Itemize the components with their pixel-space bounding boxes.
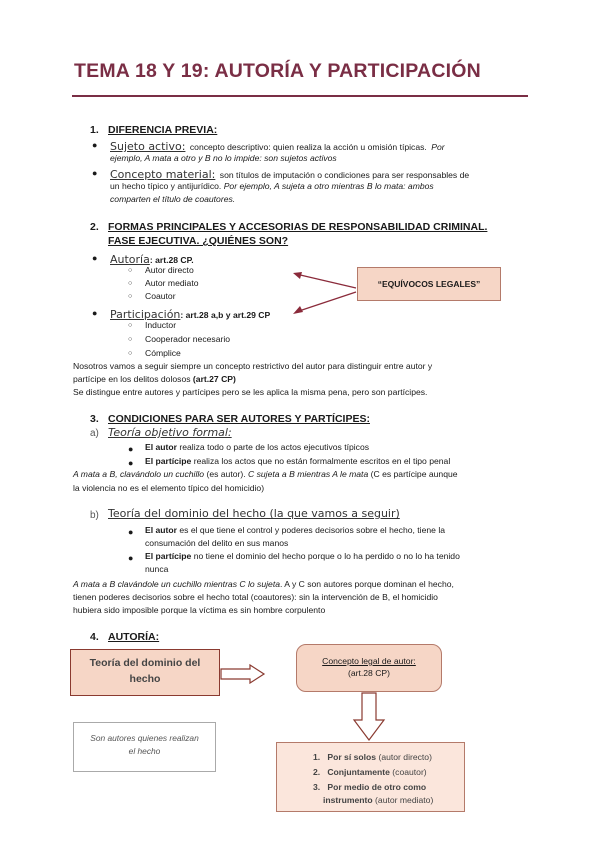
- autoria-item: Coautor: [145, 291, 176, 301]
- circle-bullet-icon: ○: [128, 350, 133, 357]
- section-3-number: 3.: [90, 413, 99, 425]
- circle-bullet-icon: ○: [128, 293, 133, 300]
- objetivo-formal-example: A mata a B, clavándolo un cuchillo (es autor). C sujeta a B mientras A le mata (C es partícipe aunque: [73, 469, 458, 479]
- concepto-legal-box: Concepto legal de autor: (art.28 CP): [296, 644, 442, 692]
- autor-type-item: 2. Conjuntamente (coautor): [313, 767, 427, 777]
- section-1-number: 1.: [90, 124, 99, 136]
- section-3-heading: CONDICIONES PARA SER AUTORES Y PARTÍCIPES:: [108, 413, 370, 425]
- concepto-material-line2: un hecho típico y antijurídico. Por ejemplo, A sujeta a otro mientras B lo mata: ambos: [110, 181, 434, 191]
- sujeto-activo-example: ejemplo, A mata a otro y B no lo impide: son sujetos activos: [110, 153, 337, 163]
- autoria-label: Autoría: [110, 253, 150, 266]
- bullet-icon: ●: [92, 308, 98, 318]
- section-2-paragraph-1: Nosotros vamos a seguir siempre un concepto restrictivo del autor para distinguir entre autor y: [73, 361, 433, 371]
- participacion-row: [110, 305, 270, 323]
- dominio-hecho-example-line3: hubiera sido imposible porque la víctima es sin hombre corpulento: [73, 605, 326, 615]
- dominio-hecho-item-autor-cont: consumación del delito en sus manos: [145, 538, 289, 548]
- bullet-icon: ●: [92, 168, 98, 178]
- circle-bullet-icon: ○: [128, 322, 133, 329]
- teoria-dominio-hecho-label: Teoría del dominio del hecho (la que vamos a seguir): [108, 507, 400, 520]
- subsection-b-marker: b): [90, 510, 99, 521]
- autor-type-item: 3. Por medio de otro como: [313, 782, 427, 792]
- dominio-hecho-example-line2: tienen poderes decisorios sobre el hecho total (coautores): sin la intervención de B, el homicidio: [73, 592, 438, 602]
- dominio-hecho-example: A mata a B clavándole un cuchillo mientras C lo sujeta. A y C son autores porque dominan el hecho,: [73, 579, 454, 589]
- circle-bullet-icon: ○: [128, 336, 133, 343]
- equivocos-legales-box: “EQUÍVOCOS LEGALES”: [357, 267, 501, 301]
- bullet-icon: ●: [92, 140, 98, 150]
- title-underline: [72, 95, 528, 97]
- subsection-a-marker: a): [90, 428, 99, 439]
- sujeto-activo-example-start: Por: [431, 142, 445, 152]
- participacion-item: Cooperador necesario: [145, 334, 231, 344]
- section-2-paragraph-2: Se distingue entre autores y partícipes pero se les aplica la misma pena, pero son partícipes.: [73, 387, 428, 397]
- bullet-icon: ●: [128, 444, 134, 454]
- arrow-right-icon: [220, 664, 266, 684]
- bullet-icon: ●: [128, 458, 134, 468]
- autoria-item: Autor mediato: [145, 278, 199, 288]
- concepto-material-line3: comparten el título de coautores.: [110, 194, 236, 204]
- objetivo-formal-item-participe: El partícipe realiza los actos que no están formalmente escritos en el tipo penal: [145, 456, 451, 466]
- participacion-article: : art.28 a,b y art.29 CP: [180, 310, 271, 320]
- participacion-item: Inductor: [145, 320, 177, 330]
- participacion-label: Participación: [110, 308, 181, 321]
- arrows-to-box: [290, 268, 362, 320]
- section-2-number: 2.: [90, 221, 99, 233]
- circle-bullet-icon: ○: [128, 267, 133, 274]
- sujeto-activo-text: concepto descriptivo: quien realiza la acción u omisión típicas.: [189, 142, 427, 152]
- section-4-heading: AUTORÍA:: [108, 631, 160, 643]
- section-2-heading-line2: FASE EJECUTIVA. ¿QUIÉNES SON?: [108, 235, 289, 247]
- teoria-objetivo-formal-label: Teoría objetivo formal:: [108, 426, 232, 439]
- section-2-heading: FORMAS PRINCIPALES Y ACCESORIAS DE RESPONSABILIDAD CRIMINAL.: [108, 221, 488, 233]
- participacion-item: Cómplice: [145, 348, 181, 358]
- bullet-icon: ●: [128, 527, 134, 537]
- bullet-icon: ●: [128, 553, 134, 563]
- dominio-hecho-item-participe-cont: nunca: [145, 564, 169, 574]
- objetivo-formal-item-autor: El autor realiza todo o parte de los actos ejecutivos típicos: [145, 442, 370, 452]
- dominio-hecho-item-autor: El autor es el que tiene el control y poderes decisorios sobre el hecho, tiene la: [145, 525, 446, 535]
- arrow-down-icon: [352, 692, 386, 742]
- teoria-dominio-box: Teoría del dominio del hecho: [70, 649, 220, 696]
- page-title: TEMA 18 Y 19: AUTORÍA Y PARTICIPACIÓN: [74, 60, 481, 82]
- autores-note-box: Son autores quienes realizan el hecho: [73, 722, 216, 772]
- section-1-heading: DIFERENCIA PREVIA:: [108, 124, 218, 136]
- autor-types-box: [276, 742, 465, 812]
- objetivo-formal-example-cont: la violencia no es el elemento típico del homicidio): [73, 483, 265, 493]
- section-4-number: 4.: [90, 631, 99, 643]
- autoria-item: Autor directo: [145, 265, 194, 275]
- autor-type-item-cont: instrumento (autor mediato): [323, 795, 434, 805]
- sujeto-activo-label: Sujeto activo:: [110, 140, 186, 153]
- circle-bullet-icon: ○: [128, 280, 133, 287]
- autoria-article: : art.28 CP.: [149, 255, 194, 265]
- bullet-icon: ●: [92, 253, 98, 263]
- section-2-paragraph-1-cont: partícipe en los delitos dolosos (art.27 CP): [73, 374, 236, 384]
- dominio-hecho-item-participe: El partícipe no tiene el dominio del hecho porque o lo ha perdido o no lo ha tenido: [145, 551, 460, 561]
- concepto-material-text: son títulos de imputación o condiciones para ser responsables de: [219, 170, 470, 180]
- concepto-material-label: Concepto material:: [110, 168, 216, 181]
- autor-type-item: 1. Por sí solos (autor directo): [313, 752, 432, 762]
